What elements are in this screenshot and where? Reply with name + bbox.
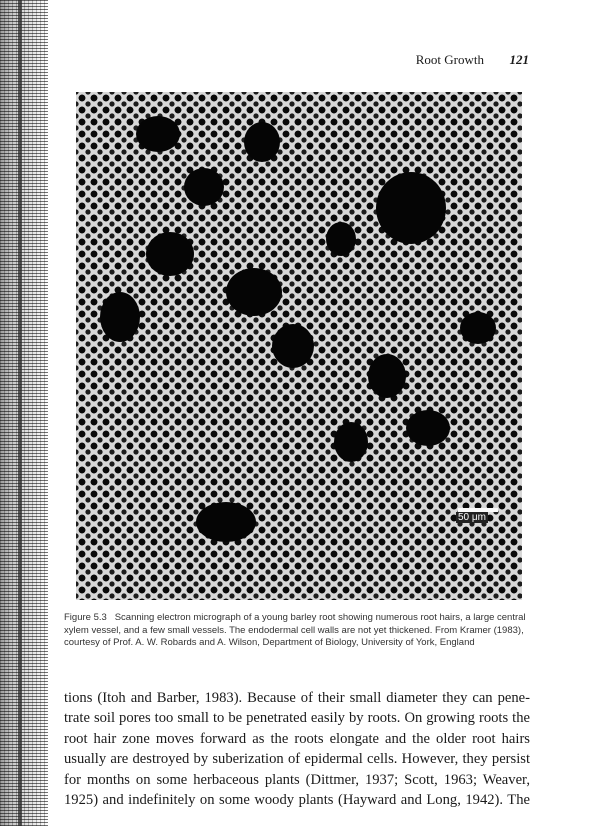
- small-vessel: [460, 312, 496, 344]
- small-vessel: [136, 116, 180, 152]
- binding-edge: [18, 0, 22, 826]
- body-line: 1925) and indefinitely on some woody plants (Hayward and Long, 1942). The: [64, 792, 530, 809]
- micrograph-image: [76, 92, 522, 600]
- small-vessel: [184, 168, 224, 206]
- scale-bar-label: 50 μm: [458, 512, 486, 523]
- figure-caption-text: Scanning electron micrograph of a young barley root showing numerous root hairs, a large central xylem vessel, and a few small vessels. The endodermal cell walls are not yet thickened. From Kramer (1983), courtesy of Prof. A. W. Robards and A. Wilson, Department of Biology, University of York, England: [64, 612, 526, 648]
- central-xylem-vessel: [376, 172, 446, 244]
- running-head-title: Root Growth: [415, 52, 484, 67]
- figure-caption: [64, 612, 528, 650]
- small-vessel: [406, 410, 450, 446]
- binding-gutter-shadow: [0, 0, 48, 826]
- body-line: usually are destroyed by suberization of epidermal cells. However, they persist: [64, 751, 530, 768]
- body-line: root hair zone moves forward as the roots elongate and the older root hairs: [64, 730, 530, 747]
- small-vessel: [272, 324, 314, 368]
- small-vessel: [368, 354, 406, 398]
- figure-label: Figure 5.3: [64, 612, 107, 623]
- body-line: tions (Itoh and Barber, 1983). Because of their small diameter they can pene-: [64, 690, 530, 706]
- body-line: for months on some herbaceous plants (Dittmer, 1937; Scott, 1963; Weaver,: [64, 771, 530, 788]
- running-head: [300, 52, 529, 72]
- body-paragraph: [64, 688, 530, 810]
- small-vessel: [146, 232, 194, 276]
- small-vessel: [100, 292, 140, 342]
- small-vessel: [326, 222, 356, 256]
- small-vessel: [334, 422, 368, 462]
- small-vessel: [226, 268, 282, 316]
- page-number: 121: [509, 52, 529, 67]
- body-line: trate soil pores too small to be penetrated easily by roots. On growing roots the: [64, 710, 530, 727]
- small-vessel: [196, 502, 256, 542]
- small-vessel: [244, 122, 280, 162]
